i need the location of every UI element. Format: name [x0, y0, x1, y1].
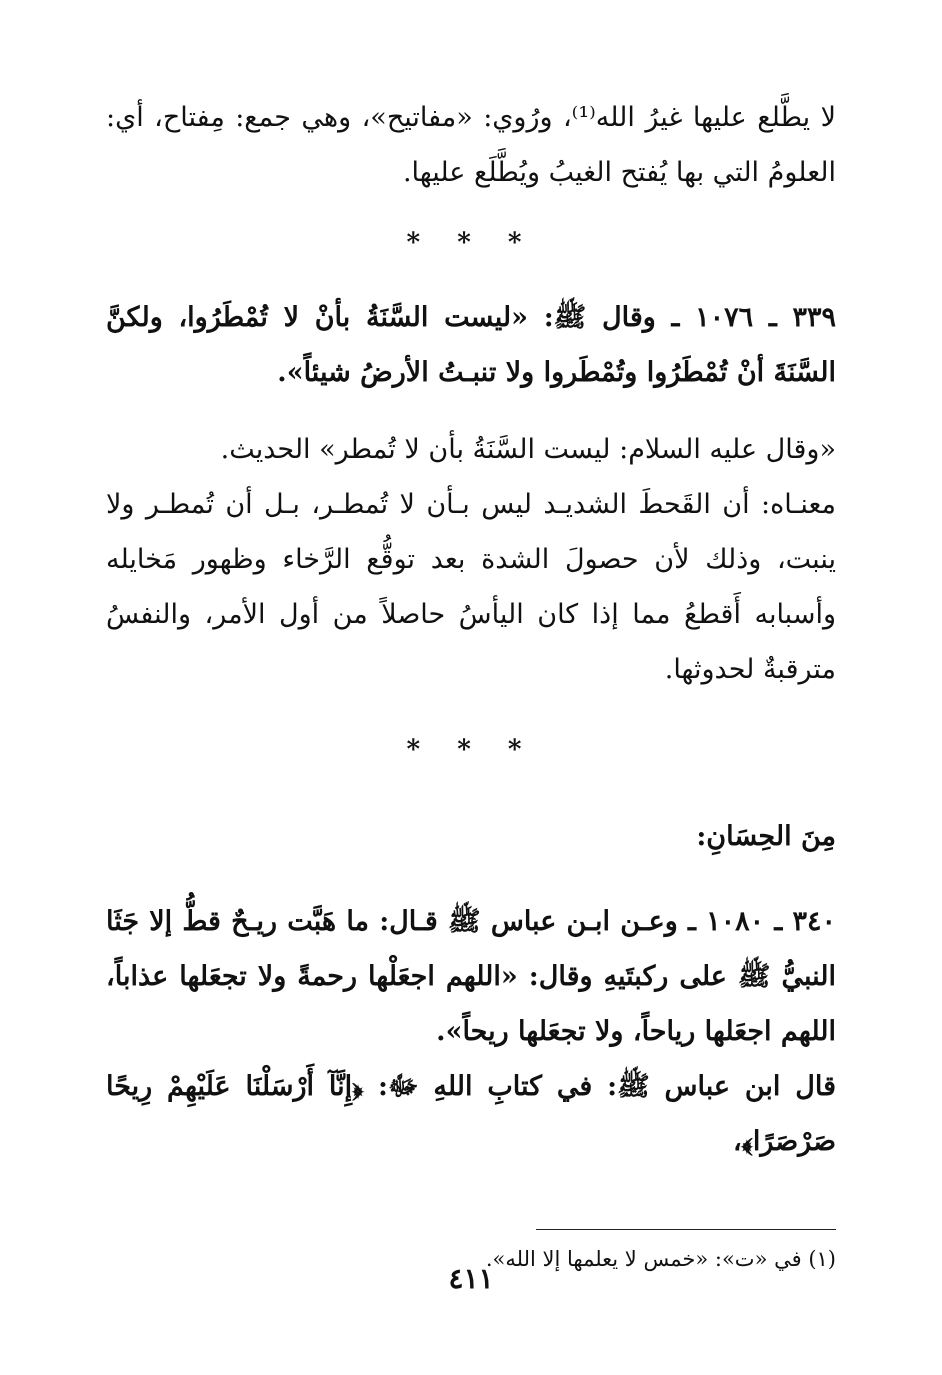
section-separator: * * * [406, 735, 536, 765]
hadith-340: ٣٤٠ ـ ١٠٨٠ ـ وعـن ابـن عباس ﷺ قـال: ما هَبَّت ريـحٌ قطُّ إلا جَثَا النبيُّ ﷺ على ركبتَيهِ وقال: «اللهم اجعَلْها رحمةً ولا تجعَلها عذاباً، اللهم اجعَلها رياحاً، ولا تجعَلها ريحاً». [106, 906, 836, 1047]
commentary-meaning: معنـاه: أن القَحطَ الشديـد ليس بـأن لا تُمطـر، بـل أن تُمطـر ولا ينبت، وذلك لأن حصولَ الشدة بعد توقُّع الرَّخاء وظهور مَخايله وأسبابه أَقطعُ مما إذا كان اليأسُ حاصلاً من أول الأمر، والنفسُ مترقبةٌ لحدوثها. [106, 489, 836, 685]
footnote-divider [536, 1229, 836, 1230]
statement-prefix: قال ابن عباس ﷺ: في كتابِ اللهِ ﷻ: [363, 1071, 836, 1102]
quran-verse: ﴿إِنَّآ أَرْسَلْنَا عَلَيْهِمْ رِيحًا صَرْصَرًا﴾ [106, 1071, 836, 1157]
ibn-abbas-statement [106, 1059, 836, 1169]
page-number: ٤١١ [448, 1262, 494, 1295]
hadith-339: ٣٣٩ ـ ١٠٧٦ ـ وقال ﷺ: «ليست السَّنَةُ بأنْ لا تُمْطَرُوا، ولكنَّ السَّنَةَ أنْ تُمْطَرُوا وتُمْطَروا ولا تنبـتُ الأرضُ شيئاً». [106, 302, 836, 388]
paragraph-intro: لا يطَّلع عليها غيرُ الله⁽¹⁾، ورُوي: «مفاتيح»، وهي جمع: مِفتاح، أي: العلومُ التي بها يُفتح الغيبُ ويُطَّلَع عليها. [106, 102, 836, 188]
footnote: (١) في «ت»: «خمس لا يعلمها إلا الله». [485, 1247, 836, 1271]
commentary-quote: «وقال عليه السلام: ليست السَّنَةُ بأن لا تُمطر» الحديث. [220, 434, 836, 465]
statement-suffix: ، [733, 1126, 742, 1157]
section-heading: مِنَ الحِسَانِ: [696, 821, 836, 852]
section-separator: * * * [406, 228, 536, 258]
